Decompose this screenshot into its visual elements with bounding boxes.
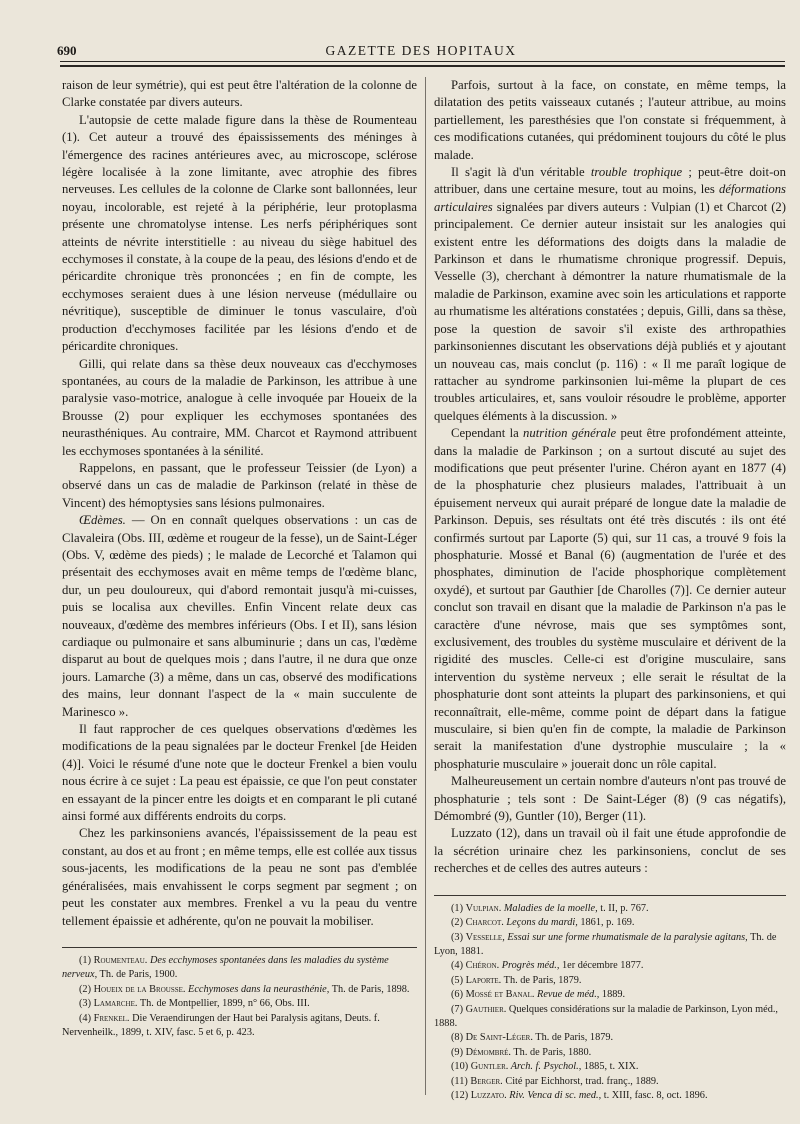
- footnote: (3) Lamarche. Th. de Montpellier, 1899, n° 66, Obs. III.: [79, 998, 310, 1010]
- paragraph-text: — On en connaît quelques observations : un cas de Clavaleira (Obs. III, œdème et rougeur de la fesse), un de Saint-Léger (Obs. V, œdème des pieds) ; le malade de Lecorché et Talamon qui présentait des ecchymoses avait en même temps de l'œdème blanc, dur, un peu douloureux, qui d'abord remontait jusqu'à mi-cuisses, puis se localisa aux chevilles. Enfin Vincent relate deux cas nouveaux, d'œdème des membres inférieurs (Obs. I et II), sans lésion cardiaque ou pulmonaire et sans albuminurie ; dans un cas, l'œdème disparut au bout de quelques mois ; dans l'autre, il ne dura que onze jours. Lamarche (3) a même, dans un cas, observé des modifications des mains, leur donnant l'aspect de la « main succulente de Marinesco ».: [62, 513, 417, 719]
- paragraph-oedemes: [62, 512, 417, 721]
- paragraph: raison de leur symétrie), qui est peut être l'altération de la colonne de Clarke constatée par divers auteurs.: [62, 78, 417, 110]
- footnote: (11) Berger. Cité par Eichhorst, trad. franç., 1889.: [451, 1075, 659, 1087]
- journal-title: GAZETTE DES HOPITAUX: [325, 43, 517, 58]
- footnote: (8) De Saint-Léger. Th. de Paris, 1879.: [451, 1032, 614, 1044]
- footnote: (4) Frenkel. Die Veraendirungen der Haut bei Paralysis agitans, Deuts. f. Nervenheilk., 1899, t. XIV, fasc. 5 et 6, p. 423.: [62, 1012, 380, 1038]
- section-heading-oedemes: Œdèmes.: [79, 513, 126, 528]
- left-footnotes: [62, 947, 417, 1040]
- paragraph: Parfois, surtout à la face, on constate, en même temps, la dilatation des petits vaisseaux cutanés ; l'auteur attribue, au moins partiellement, les paresthésies que l'on constate si fréquemment, à ces modifications cutanées, qui prédominent toujours du côté le plus malade.: [434, 78, 786, 162]
- paragraph: Malheureusement un certain nombre d'auteurs n'ont pas trouvé de phosphaturie ; tels sont : De Saint-Léger (8) (9 cas négatifs), Démombré (9), Guntler (10), Berger (11).: [434, 774, 786, 824]
- right-footnotes: [434, 895, 786, 1104]
- paragraph: Il faut rapprocher de ces quelques observations d'œdèmes les modifications de la peau signalées par le docteur Frenkel [de Heiden (4)]. Voici le résumé d'une note que le docteur Frenkel a bien voulu nous écrire à ce sujet : La peau est épaissie, ce que l'on peut constater en essayant de la pincer entre les doigts et en comparant le pli cutané ainsi formé aux différents endroits du corps.: [62, 722, 417, 824]
- paragraph: Rappelons, en passant, que le professeur Teissier (de Lyon) a observé dans un cas de maladie de Parkinson (relaté in thèse de Vincent) des hémoptysies sans lésions pulmonaires.: [62, 460, 417, 510]
- page-header: [57, 37, 785, 59]
- paragraph: Il s'agit là d'un véritable trouble trophique ; peut-être doit-on attribuer, dans une certaine mesure, tout au moins, les déformations articulaires signalées par divers auteurs : Vulpian (1) et Charcot (2) principalement. Ce dernier auteur insistait sur les analogies qui existent entre les déformations des doigts dans la maladie de Parkinson et dans le rhumatisme chronique progressif. Depuis, Vesselle (3), cherchant à démontrer la nature rhumatismale de la maladie de Parkinson, examine avec soin les articulations et rapporte au rhumatisme les altérations constatées ; depuis, Gilli, dans sa thèse, pose la question de savoir s'il existe des arthropathies parkinsoniennes discutant les observations déjà publiés et y ajoutant un nouveau cas, mais conclut (p. 116) : « Il me paraît logique de rattacher au syndrome parkinsonien lui-même la plupart de ces troubles articulaires, et, sans vouloir résoudre le problème, apporter quelques éléments à la discussion. »: [434, 165, 786, 423]
- header-rule-thick: [60, 65, 785, 67]
- footnote: (10) Guntler. Arch. f. Psychol., 1885, t. XIX.: [451, 1061, 639, 1073]
- footnote: (5) Laporte. Th. de Paris, 1879.: [451, 974, 582, 986]
- paragraph: Gilli, qui relate dans sa thèse deux nouveaux cas d'ecchymoses spontanées, au cours de la maladie de Parkinson, les attribue à une paralysie vaso-motrice, analogue à celle invoquée par Houeix de la Brousse (2) pour expliquer les ecchymoses spontanées des neurasthéniques. Au contraire, MM. Charcot et Raymond attribuent les ecchymoses spontanées à la sénilité.: [62, 356, 417, 458]
- paragraph: Luzzato (12), dans un travail où il fait une étude approfondie de la sécrétion urinaire chez les parkinsoniens, conclut de ses recherches et de celles des autres auteurs :: [434, 826, 786, 876]
- footnote: (4) Chéron. Progrès méd., 1er décembre 1877.: [451, 960, 644, 972]
- footnote: (3) Vesselle, Essai sur une forme rhumatismale de la paralysie agitans, Th. de Lyon, 1881.: [434, 931, 777, 957]
- right-column: [434, 77, 786, 1107]
- paragraph: Cependant la nutrition générale peut être profondément atteinte, dans la maladie de Parkinson ; on a surtout discuté au sujet des modifications que peut présenter l'urine. Chéron ayant en 1877 (4) de la phosphaturie chez plusieurs malades, l'attribuait à un épuisement nerveux qui aurait préparé de longue date la maladie de Parkinson. Depuis, ses résultats ont été très discutés : ils ont été confirmés surtout par Laporte (5) qui, sur 11 cas, a trouvé 9 fois la phosphaturie. Mossé et Banal (6) (augmentation de l'urée et des phosphates, diminution de l'acide phosphorique complètement oxydé), et surtout par Gauthier [de Charolles (7)]. Ce dernier auteur conclut son travail en disant que la maladie de Parkinson n'a pas le caractère d'une névrose, mais que ses symptômes sont, exclusivement, des troubles du système musculaire et dérivent de la rigidité des muscles. Celle-ci est d'origine musculaire, sans intervention du système nerveux ; elle serait le résultat de la phosphaturie dont sont atteints la plupart des parkinsoniens, et qui reconnaîtrait, elle-même, comme point de départ dans la fatigue musculaire, si bien qu'en fin de compte, la maladie de Parkinson serait la manifestation d'une dystrophie musculaire ; la « phosphaturie musculaire » jouerait donc un rôle capital.: [434, 426, 786, 771]
- footnote: (9) Démombré. Th. de Paris, 1880.: [451, 1046, 592, 1058]
- paragraph: L'autopsie de cette malade figure dans la thèse de Roumenteau (1). Cet auteur a trouvé des épaississements des méninges à l'émergence des racines antérieures avec, au microscope, sclérose légère localisée à la zone limitante, avec atrophie des fibres nerveuses. Les cellules de la colonne de Clarke sont ballonnées, leur noyau, incolorable, est rejeté à la périphérie, leur protoplasma présente une chromatolyse intense. Les nerfs périphériques sont atteints de névrite interstitielle : au niveau du siège habituel des ecchymoses il constate, à la coupe de la peau, des lésions d'endo et de péricardite chronique très prononcées ; en fin de compte, les ecchymoses seraient dues à une lésion nerveuse (médullaire ou névritique), susceptible de diminuer le tonus vasculaire, d'où production d'ecchymoses facilitée par les lésions d'endo et de péricardite chroniques.: [62, 112, 417, 354]
- left-column: [62, 77, 417, 1107]
- paragraph: Chez les parkinsoniens avancés, l'épaississement de la peau est constant, au dos et au front ; en même temps, elle est collée aux tissus sous-jacents, les modifications de la peau ne sont pas d'emblée généralisées, mais envahissent le corps segment par segment ; on peut les constater aux membres. Frenkel a vu la peau du ventre tellement épaissie et adhérente, qu'on ne pouvait la mobiliser.: [62, 826, 417, 928]
- footnote: (6) Mossé et Banal. Revue de méd., 1889.: [451, 989, 626, 1001]
- header-rule-thin: [60, 61, 785, 62]
- footnote: (7) Gauthier. Quelques considérations sur la maladie de Parkinson, Lyon méd., 1888.: [434, 1003, 778, 1029]
- footnote: (2) Houeix de la Brousse. Ecchymoses dans la neurasthénie, Th. de Paris, 1898.: [79, 983, 410, 995]
- page-number: 690: [57, 43, 77, 58]
- footnote: (1) Roumenteau. Des ecchymoses spontanées dans les maladies du système nerveux, Th. de Paris, 1900.: [62, 954, 389, 981]
- footnote: (2) Charcot. Leçons du mardi, 1861, p. 169.: [451, 917, 635, 929]
- footnote: (12) Luzzato. Riv. Venca di sc. med., t. XIII, fasc. 8, oct. 1896.: [451, 1089, 708, 1101]
- column-divider: [425, 77, 426, 1095]
- footnote: (1) Vulpian. Maladies de la moelle, t. II, p. 767.: [451, 902, 649, 914]
